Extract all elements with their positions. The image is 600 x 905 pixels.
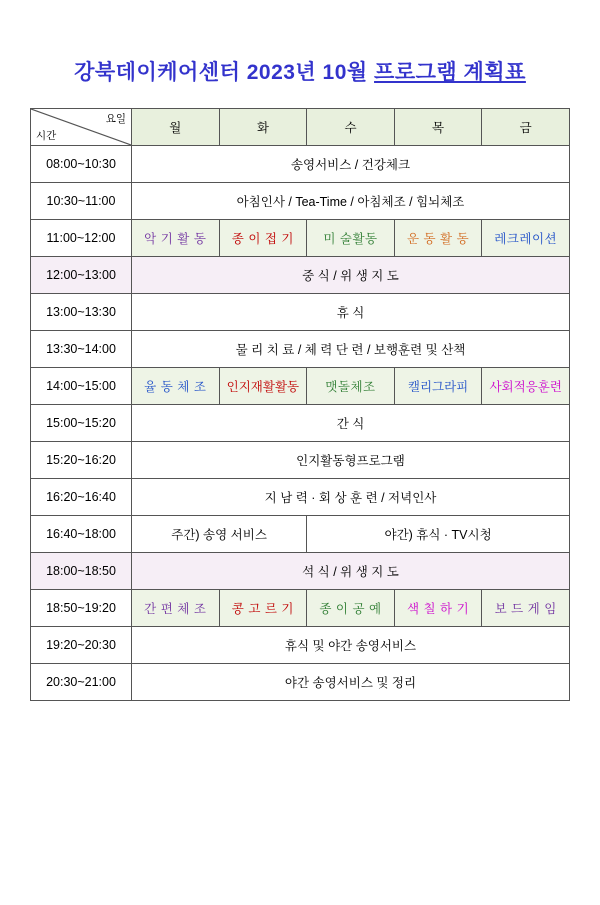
meal-cell: 중 식 / 위 생 지 도 <box>132 257 570 294</box>
activity-cell: 종 이 접 기 <box>219 220 307 257</box>
table-row <box>31 331 570 368</box>
schedule-table-head <box>31 109 570 146</box>
day-header-fri: 금 <box>482 109 570 146</box>
corner-time-label: 시간 <box>36 130 57 142</box>
table-row <box>31 516 570 553</box>
schedule-table <box>30 108 570 701</box>
table-row <box>31 220 570 257</box>
table-row <box>31 294 570 331</box>
activity-full-cell: 야간 송영서비스 및 정리 <box>132 664 570 701</box>
table-row <box>31 405 570 442</box>
activity-full-cell: 인지활동형프로그램 <box>132 442 570 479</box>
day-header-wed: 수 <box>307 109 395 146</box>
time-cell: 10:30~11:00 <box>31 183 132 220</box>
activity-full-cell: 물 리 치 료 / 체 력 단 련 / 보행훈련 및 산책 <box>132 331 570 368</box>
page-title-plain: 강북데이케어센터 2023년 10월 <box>74 61 375 84</box>
activity-cell: 맷돌체조 <box>307 368 395 405</box>
activity-cell: 악 기 활 동 <box>132 220 220 257</box>
time-cell: 19:20~20:30 <box>31 627 132 664</box>
table-row <box>31 183 570 220</box>
header-corner-cell <box>31 109 132 146</box>
activity-cell: 색 칠 하 기 <box>394 590 482 627</box>
time-cell: 13:30~14:00 <box>31 331 132 368</box>
schedule-table-body <box>31 146 570 701</box>
time-cell: 15:20~16:20 <box>31 442 132 479</box>
corner-day-label: 요일 <box>105 113 126 125</box>
day-header-tue: 화 <box>219 109 307 146</box>
night-service-cell: 야간) 휴식 · TV시청 <box>307 516 570 553</box>
time-cell: 16:40~18:00 <box>31 516 132 553</box>
activity-cell: 운 동 활 동 <box>394 220 482 257</box>
activity-cell: 보 드 게 임 <box>482 590 570 627</box>
document-page <box>0 56 600 905</box>
activity-cell: 캘리그라피 <box>394 368 482 405</box>
activity-cell: 율 동 체 조 <box>132 368 220 405</box>
activity-cell: 사회적응훈련 <box>482 368 570 405</box>
activity-full-cell: 휴식 및 야간 송영서비스 <box>132 627 570 664</box>
time-cell: 11:00~12:00 <box>31 220 132 257</box>
table-header-row <box>31 109 570 146</box>
activity-cell: 간 편 체 조 <box>132 590 220 627</box>
time-cell: 12:00~13:00 <box>31 257 132 294</box>
page-title-underlined: 프로그램 계획표 <box>374 61 526 84</box>
table-row <box>31 664 570 701</box>
time-cell: 16:20~16:40 <box>31 479 132 516</box>
activity-cell: 레크레이션 <box>482 220 570 257</box>
table-row <box>31 553 570 590</box>
time-cell: 18:00~18:50 <box>31 553 132 590</box>
time-cell: 18:50~19:20 <box>31 590 132 627</box>
activity-full-cell: 휴 식 <box>132 294 570 331</box>
table-row <box>31 257 570 294</box>
activity-cell: 콩 고 르 기 <box>219 590 307 627</box>
table-row <box>31 442 570 479</box>
activity-cell: 인지재활활동 <box>219 368 307 405</box>
activity-full-cell: 송영서비스 / 건강체크 <box>132 146 570 183</box>
time-cell: 15:00~15:20 <box>31 405 132 442</box>
time-cell: 14:00~15:00 <box>31 368 132 405</box>
page-title <box>0 56 600 86</box>
time-cell: 08:00~10:30 <box>31 146 132 183</box>
activity-cell: 종 이 공 예 <box>307 590 395 627</box>
table-row <box>31 627 570 664</box>
meal-cell: 석 식 / 위 생 지 도 <box>132 553 570 590</box>
table-row <box>31 368 570 405</box>
activity-cell: 미 술활동 <box>307 220 395 257</box>
day-service-cell: 주간) 송영 서비스 <box>132 516 307 553</box>
table-row <box>31 479 570 516</box>
activity-full-cell: 간 식 <box>132 405 570 442</box>
table-row <box>31 146 570 183</box>
time-cell: 13:00~13:30 <box>31 294 132 331</box>
time-cell: 20:30~21:00 <box>31 664 132 701</box>
day-header-mon: 월 <box>132 109 220 146</box>
day-header-thu: 목 <box>394 109 482 146</box>
activity-full-cell: 아침인사 / Tea-Time / 아침체조 / 힘뇌체조 <box>132 183 570 220</box>
table-row <box>31 590 570 627</box>
activity-full-cell: 지 남 력 · 회 상 훈 련 / 저녁인사 <box>132 479 570 516</box>
